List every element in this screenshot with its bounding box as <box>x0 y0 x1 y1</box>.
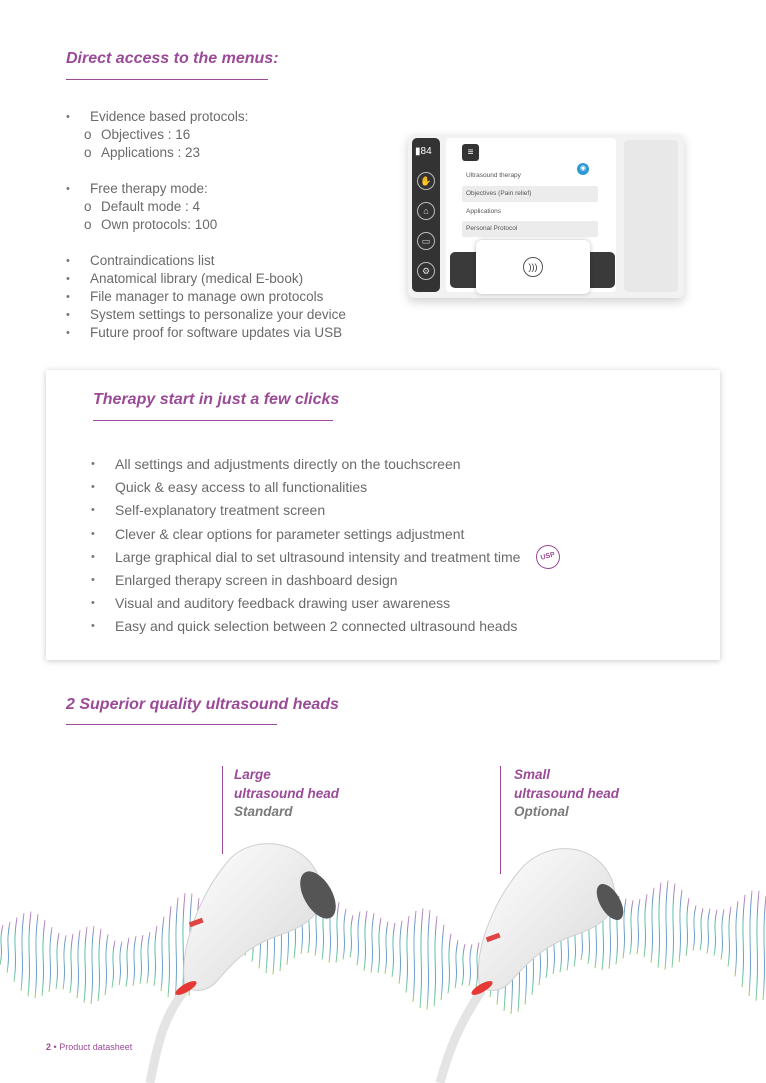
wave-line <box>28 912 31 997</box>
wave-line <box>434 916 437 1006</box>
graduation-cap-icon: ⌂ <box>417 202 435 220</box>
list-gap <box>66 234 346 252</box>
wave-line <box>357 912 360 966</box>
list-item: • Visual and auditory feedback drawing user awareness <box>91 592 520 615</box>
wave-line <box>749 891 752 996</box>
wave-line <box>630 900 633 954</box>
list-subitem <box>66 198 346 216</box>
wave-line <box>119 941 122 985</box>
heading-rule <box>66 79 268 80</box>
wave-line <box>469 944 472 986</box>
wave-line <box>133 936 136 986</box>
list-subitem <box>66 216 346 234</box>
wave-line <box>721 909 724 959</box>
wave-line <box>0 925 3 965</box>
wave-line <box>21 913 24 991</box>
sub-bullet-icon: o <box>84 145 92 160</box>
wave-line <box>98 929 101 1001</box>
wave-line <box>7 922 10 973</box>
wave-line <box>637 899 640 954</box>
folder-icon: ▭ <box>417 232 435 250</box>
wave-pattern <box>0 876 766 1014</box>
wave-line <box>644 894 647 957</box>
wave-line <box>413 911 416 1002</box>
list-subitem-text: Applications : 23 <box>101 145 201 160</box>
wave-line <box>651 888 654 963</box>
wave-line <box>665 881 668 970</box>
ultrasound-wave-icon: ))) <box>523 257 543 277</box>
section-heading-therapy: Therapy start in just a few clicks <box>93 391 340 408</box>
wave-line <box>63 935 66 989</box>
wave-line <box>343 909 346 960</box>
wave-line <box>350 915 353 957</box>
small-head-label <box>514 766 619 822</box>
hamburger-menu-icon: ≡ <box>462 144 479 161</box>
wave-line <box>455 940 458 988</box>
list-item: • Large graphical dial to set ultrasound intensity and treatment time <box>91 546 520 569</box>
wave-line <box>728 907 731 967</box>
battery-level: 84 <box>420 146 432 157</box>
list-item: • Enlarged therapy screen in dashboard design <box>91 569 520 592</box>
wave-line <box>42 920 45 996</box>
menu-features-list <box>66 108 346 342</box>
sub-bullet-icon: o <box>84 199 92 214</box>
wave-line <box>154 926 157 986</box>
wave-line <box>693 905 696 950</box>
list-item: • Evidence based protocols: <box>66 108 346 126</box>
list-item: • Free therapy mode: <box>66 180 346 198</box>
large-head-title: Large <box>234 767 271 782</box>
page-footer <box>46 1042 132 1052</box>
wave-line <box>714 910 717 956</box>
wave-line <box>336 902 339 962</box>
wave-line <box>84 927 87 1003</box>
list-subitem <box>66 144 346 162</box>
usp-badge: USP <box>533 542 562 571</box>
list-subitem-text: Default mode : 4 <box>101 199 201 214</box>
device-right-panel <box>624 140 678 292</box>
wave-line <box>385 922 388 974</box>
wave-line <box>105 934 108 995</box>
small-ultrasound-head <box>440 849 629 1083</box>
wave-line <box>658 882 661 967</box>
list-subitem-text: Objectives : 16 <box>101 127 191 142</box>
wave-line <box>168 906 171 997</box>
wave-line <box>623 899 626 959</box>
hand-icon: ✋ <box>417 172 435 190</box>
large-head-tag: Standard <box>234 804 293 819</box>
wave-line <box>399 921 402 984</box>
wave-line <box>140 935 143 984</box>
wave-line <box>49 927 52 992</box>
wave-line <box>14 917 17 982</box>
wave-line <box>462 944 465 985</box>
device-menu-row: Personal Protocol <box>462 221 598 237</box>
list-gap <box>66 162 346 180</box>
wave-line <box>161 917 164 992</box>
heading-rule <box>66 724 277 725</box>
list-item: • All settings and adjustments directly on the touchscreen <box>91 453 520 476</box>
wave-line <box>707 908 710 953</box>
device-sidebar <box>412 138 440 292</box>
wave-line <box>56 933 59 989</box>
therapy-features-list <box>91 453 520 639</box>
large-head-label <box>234 766 339 822</box>
device-menu-row: Objectives (Pain relief) <box>462 186 598 202</box>
wave-line <box>742 895 745 987</box>
ultrasound-head-icon: ◉ <box>577 163 589 175</box>
list-item: • Clever & clear options for parameter settings adjustment <box>91 523 520 546</box>
wave-line <box>378 918 381 974</box>
wave-line <box>441 925 444 1000</box>
list-item: • Easy and quick selection between 2 connected ultrasound heads <box>91 615 520 638</box>
wave-line <box>147 932 150 983</box>
list-item: • Quick & easy access to all functionalities <box>91 476 520 499</box>
section-heading-heads: 2 Superior quality ultrasound heads <box>66 696 339 713</box>
list-item: • System settings to personalize your device <box>66 306 346 324</box>
wave-line <box>420 908 423 1008</box>
wave-line <box>91 926 94 1004</box>
footer-separator: • <box>53 1042 57 1052</box>
footer-title: Product datasheet <box>59 1042 133 1052</box>
list-item: • File manager to manage own protocols <box>66 288 346 306</box>
wave-line <box>427 910 430 1010</box>
small-head-tag: Optional <box>514 804 569 819</box>
page-number: 2 <box>46 1042 52 1052</box>
wave-line <box>371 913 374 973</box>
sub-bullet-icon: o <box>84 217 92 232</box>
sub-bullet-icon: o <box>84 127 92 142</box>
wave-line <box>175 898 178 1002</box>
wave-line <box>406 916 409 993</box>
wave-line <box>448 934 451 994</box>
wave-line <box>686 898 689 956</box>
wave-line <box>756 891 759 1001</box>
wave-line <box>392 923 395 977</box>
wave-line <box>672 883 675 967</box>
device-menu-row: Applications <box>466 208 502 215</box>
wave-line <box>35 914 38 998</box>
small-head-title: Small <box>514 767 551 782</box>
list-item: • Contraindications list <box>66 252 346 270</box>
wave-line <box>735 901 738 976</box>
list-item: • Future proof for software updates via USB <box>66 324 346 342</box>
list-item: • Anatomical library (medical E-book) <box>66 270 346 288</box>
section-heading-menus: Direct access to the menus: <box>66 50 279 67</box>
wave-line <box>364 911 367 971</box>
list-subitem-text: Own protocols: 100 <box>101 217 218 232</box>
wave-line <box>77 930 80 998</box>
device-screen-mockup <box>408 134 684 298</box>
wave-line <box>112 941 115 988</box>
large-head-subtitle: ultrasound head <box>234 785 340 801</box>
large-ultrasound-head <box>150 844 343 1083</box>
settings-gear-icon: ⚙ <box>417 262 435 280</box>
device-popup <box>476 240 590 294</box>
list-subitem <box>66 126 346 144</box>
list-item: • Self-explanatory treatment screen <box>91 499 520 522</box>
battery-icon: ▮84 <box>415 146 432 157</box>
device-menu-row: Ultrasound therapy <box>466 172 521 179</box>
wave-line <box>700 908 703 950</box>
wave-line <box>126 938 129 987</box>
small-head-subtitle: ultrasound head <box>514 785 620 801</box>
wave-line <box>70 934 73 993</box>
wave-line <box>679 890 682 962</box>
heading-rule <box>93 420 333 421</box>
